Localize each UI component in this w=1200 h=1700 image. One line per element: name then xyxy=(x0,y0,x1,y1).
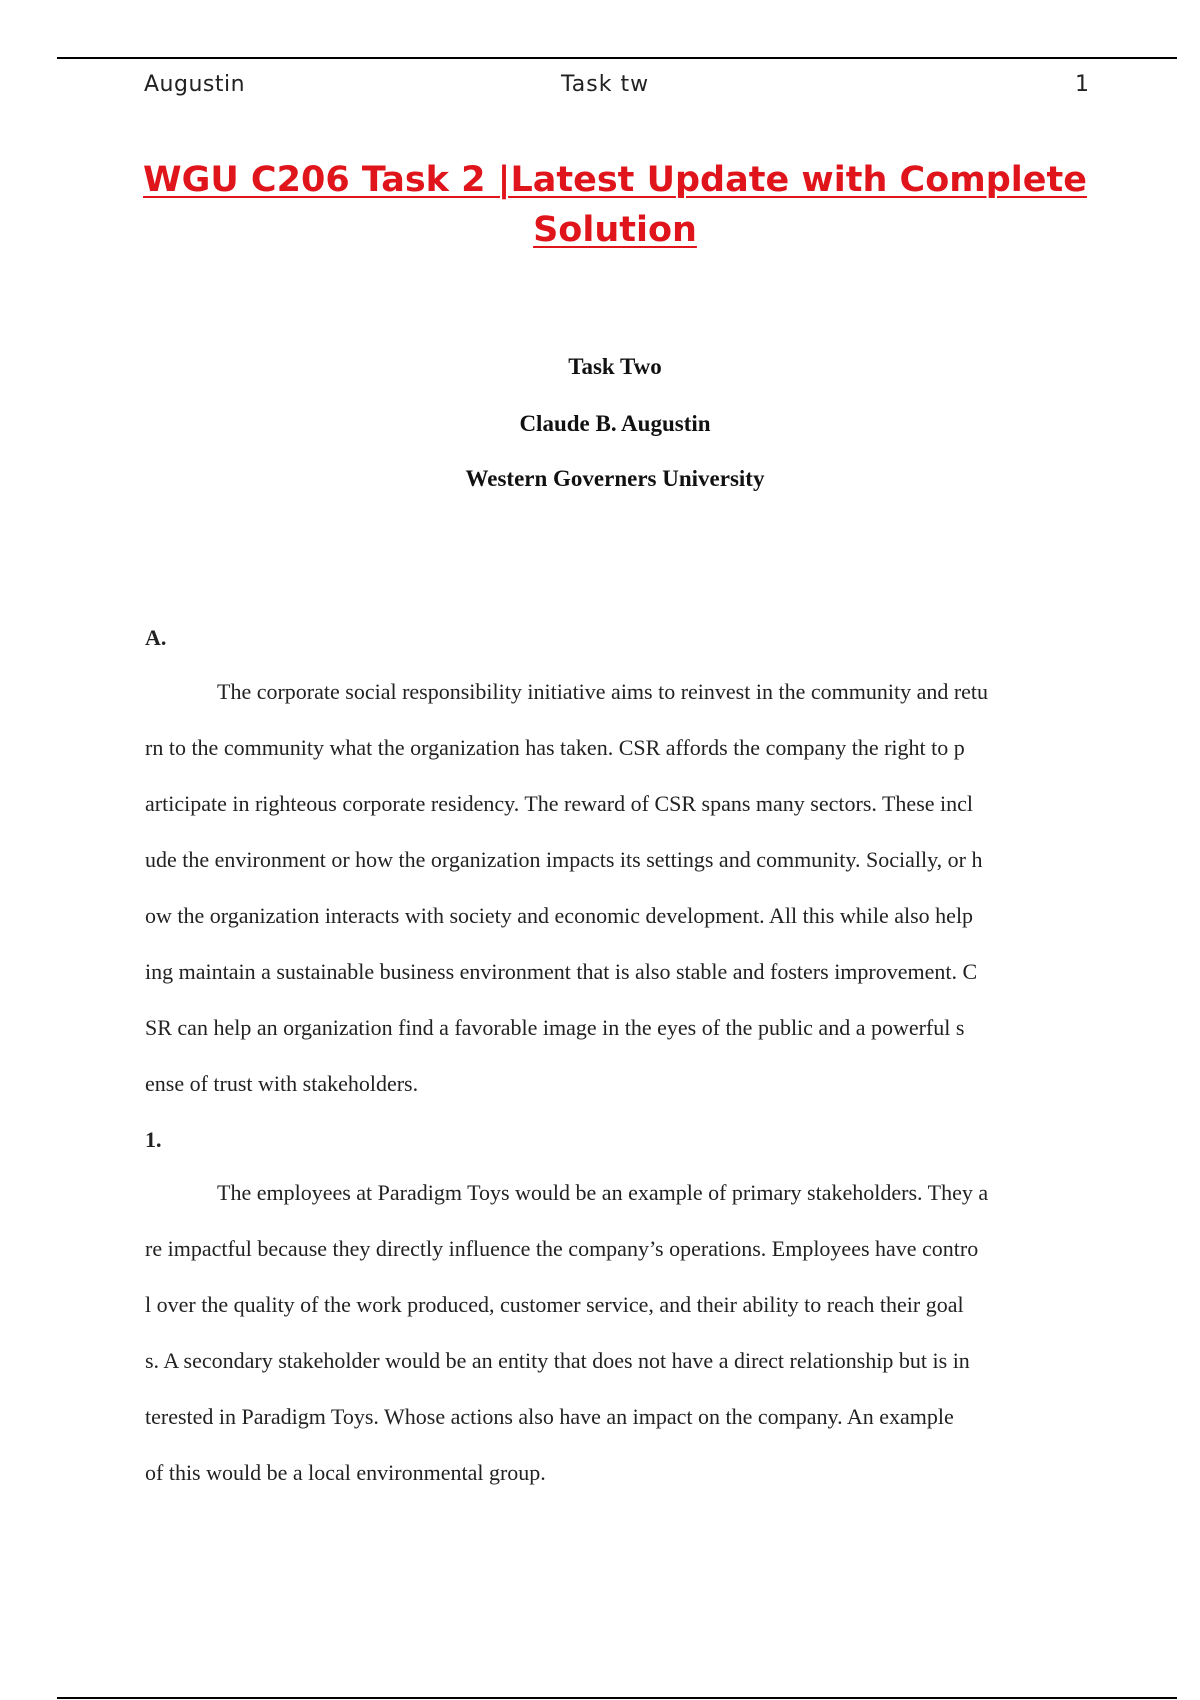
section-1-heading: 1. xyxy=(145,1127,162,1152)
paragraph-line: SR can help an organization find a favorable image in the eyes of the public and a powerful s xyxy=(145,1015,965,1040)
section-a-heading: A. xyxy=(145,625,167,650)
footer-rule xyxy=(57,1697,1177,1699)
running-head xyxy=(144,72,1089,108)
paragraph-line: articipate in righteous corporate residency. The reward of CSR spans many sectors. These incl xyxy=(145,791,974,816)
running-head-author: Augustin xyxy=(144,72,246,97)
paragraph-line: ude the environment or how the organization impacts its settings and community. Socially, or h xyxy=(145,847,983,872)
paragraph-line: terested in Paradigm Toys. Whose actions also have an impact on the company. An example xyxy=(145,1404,954,1429)
section-1-paragraph xyxy=(145,1165,1089,1501)
paragraph-line: ing maintain a sustainable business environment that is also stable and fosters improvement. C xyxy=(145,959,978,984)
cover-task: Task Two xyxy=(568,354,662,379)
paragraph-line: ow the organization interacts with society and economic development. All this while also help xyxy=(145,903,974,928)
paragraph-line: l over the quality of the work produced, customer service, and their ability to reach their goal xyxy=(145,1292,964,1317)
paragraph-line: s. A secondary stakeholder would be an entity that does not have a direct relationship but is in xyxy=(145,1348,970,1373)
cover-author: Claude B. Augustin xyxy=(519,411,711,436)
paragraph-line: The corporate social responsibility initiative aims to reinvest in the community and retu xyxy=(217,679,989,704)
running-head-title: Task tw xyxy=(561,72,650,97)
paragraph-line: ense of trust with stakeholders. xyxy=(145,1071,419,1096)
paragraph-line: rn to the community what the organization has taken. CSR affords the company the right to p xyxy=(145,735,965,760)
paragraph-line: The employees at Paradigm Toys would be an example of primary stakeholders. They a xyxy=(217,1180,989,1205)
document-title-line-1: WGU C206 Task 2 |Latest Update with Complete xyxy=(142,160,1088,200)
paragraph-line: of this would be a local environmental group. xyxy=(145,1460,546,1485)
header-rule xyxy=(57,57,1177,59)
cover-institution: Western Governers University xyxy=(465,466,765,491)
paragraph-line: re impactful because they directly influence the company’s operations. Employees have contro xyxy=(145,1236,979,1261)
document-title xyxy=(100,155,1130,255)
section-a-paragraph xyxy=(145,664,1089,1112)
page-number: 1 xyxy=(1075,72,1089,97)
document-title-line-2: Solution xyxy=(533,210,697,250)
